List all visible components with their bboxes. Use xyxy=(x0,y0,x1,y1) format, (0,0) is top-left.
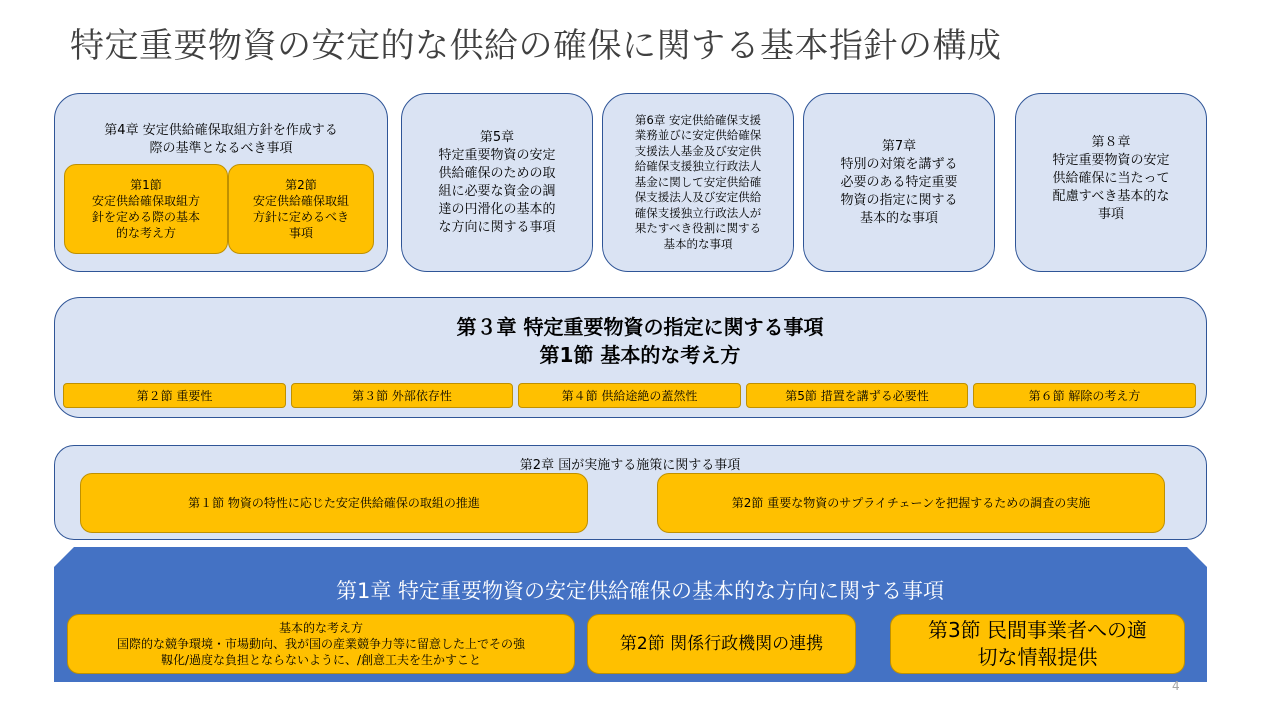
chapter2-section1: 第１節 物資の特性に応じた安定供給確保の取組の推進 xyxy=(80,473,588,533)
chapter6-line: 基本的な事項 xyxy=(663,236,733,251)
chapter5-line: 達の円滑化の基本的 xyxy=(438,201,556,217)
chapter1-basic-line: 国際的な競争環境・市場動向、我が国の産業競争力等に留意した上でその強 xyxy=(116,637,525,651)
chapter2-section2: 第2節 重要な物資のサプライチェーンを把握するための調査の実施 xyxy=(657,473,1165,533)
chapter4-title-line: 第4章 安定供給確保取組方針を作成する xyxy=(104,123,338,138)
chapter3-title: 第３章 特定重要物資の指定に関する事項 xyxy=(456,315,824,339)
chapter4-section1 xyxy=(64,164,228,254)
chapter4-section2 xyxy=(228,164,374,254)
chapter4-section1-line: 的な考え方 xyxy=(115,226,176,240)
chapter8-line: 配慮すべき基本的な xyxy=(1052,189,1170,204)
chapter7-line: 物資の指定に関する xyxy=(840,192,958,208)
chapter6-line: 果たすべき役割に関する xyxy=(634,221,762,236)
chapter5-line: 組に必要な資金の調 xyxy=(438,183,556,199)
chapter8-box xyxy=(1015,93,1207,272)
chapter6-line: 確保支援独立行政法人が xyxy=(634,205,762,220)
chapter4-section2-line: 安定供給確保取組 xyxy=(252,194,349,208)
chapter4-title-line: 際の基準となるべき事項 xyxy=(149,141,293,156)
chapter3-section-tab: 第３節 外部依存性 xyxy=(291,383,513,408)
chapter3-section-tab: 第６節 解除の考え方 xyxy=(973,383,1196,408)
chapter7-line: 第7章 xyxy=(881,138,917,154)
chapter1-section3-line: 第3節 民間事業者への適 xyxy=(927,618,1148,642)
chapter8-line: 特定重要物資の安定 xyxy=(1052,153,1170,168)
chapter4-section2-line: 事項 xyxy=(288,226,313,240)
chapter3-section-tab: 第４節 供給途絶の蓋然性 xyxy=(518,383,741,408)
chapter3-section-tab: 第5節 措置を講ずる必要性 xyxy=(746,383,968,408)
chapter8-line: 事項 xyxy=(1097,207,1124,222)
page-title: 特定重要物資の安定的な供給の確保に関する基本指針の構成 xyxy=(70,26,1002,66)
chapter1-section2: 第2節 関係行政機関の連携 xyxy=(587,614,856,674)
chapter6-line: 保支援法人及び安定供給 xyxy=(634,190,762,205)
chapter3-subtitle: 第1節 基本的な考え方 xyxy=(539,343,741,367)
chapter5-line: 第5章 xyxy=(479,129,515,145)
chapter1-section3 xyxy=(890,614,1185,674)
page-number: 4 xyxy=(1172,679,1180,693)
chapter4-section1-line: 針を定める際の基本 xyxy=(91,210,200,224)
chapter1-basic xyxy=(67,614,575,674)
chapter8-line: 供給確保に当たって xyxy=(1052,171,1170,186)
chapter2-title: 第2章 国が実施する施策に関する事項 xyxy=(519,458,741,473)
chapter1-basic-line: 靱化/過度な負担とならないように、/創意工夫を生かすこと xyxy=(160,653,482,667)
chapter1-basic-line: 基本的な考え方 xyxy=(278,621,363,635)
chapter5-line: 供給確保のための取 xyxy=(438,165,556,181)
chapter6-line: 基金に関して安定供給確 xyxy=(634,174,762,189)
chapter3-section-tab: 第２節 重要性 xyxy=(63,383,286,408)
chapter4-section2-line: 第2節 xyxy=(285,178,317,192)
chapter1-title: 第1章 特定重要物資の安定供給確保の基本的な方向に関する事項 xyxy=(335,579,945,603)
chapter8-line: 第８章 xyxy=(1091,135,1131,150)
chapter1-section3-line: 切な情報提供 xyxy=(977,645,1098,669)
chapter6-line: 支援法人基金及び安定供 xyxy=(634,143,762,158)
chapter7-line: 基本的な事項 xyxy=(859,210,938,226)
chapter5-box xyxy=(401,93,593,272)
chapter7-box xyxy=(803,93,995,272)
chapter6-line: 第6章 安定供給確保支援 xyxy=(635,112,761,127)
chapter4-section2-line: 方針に定めるべき xyxy=(252,210,349,224)
chapter4-section1-line: 第1節 xyxy=(130,178,162,192)
chapter6-line: 業務並びに安定供給確保 xyxy=(634,128,762,143)
chapter7-line: 特別の対策を講ずる xyxy=(840,156,958,172)
chapter5-line: な方向に関する事項 xyxy=(438,219,556,235)
chapter6-line: 給確保支援独立行政法人 xyxy=(634,159,762,174)
chapter5-line: 特定重要物資の安定 xyxy=(438,147,556,163)
chapter6-box xyxy=(602,93,794,272)
chapter7-line: 必要のある特定重要 xyxy=(840,174,958,190)
chapter4-section1-line: 安定供給確保取組方 xyxy=(91,194,200,208)
